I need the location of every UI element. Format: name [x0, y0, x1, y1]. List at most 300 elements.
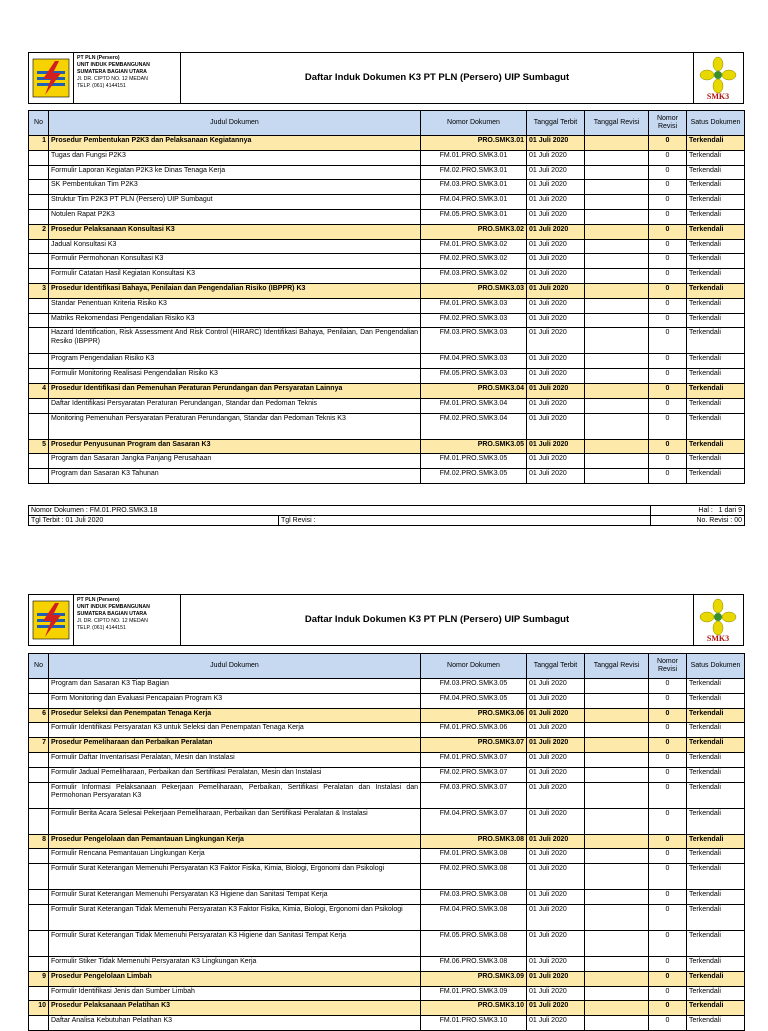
cell-nomor-revisi: 0 [649, 313, 687, 328]
cell-no [29, 254, 49, 269]
cell-tanggal-terbit: 01 Juli 2020 [527, 413, 585, 439]
cell-judul: Notulen Rapat P2K3 [49, 209, 421, 224]
cell-judul: Formulir Permohonan Konsultasi K3 [49, 254, 421, 269]
company-line: Jl. DR. CIPTO NO. 12 MEDAN [77, 76, 148, 82]
table-row [29, 723, 745, 738]
cell-judul: Prosedur Identifikasi Bahaya, Penilaian dan Pengendalian Risiko (IBPPR) K3 [49, 283, 421, 298]
cell-nomor-revisi: 0 [649, 239, 687, 254]
cell-tanggal-revisi [585, 269, 649, 284]
cell-tanggal-revisi [585, 298, 649, 313]
table-section-row [29, 383, 745, 398]
cell-tanggal-revisi [585, 956, 649, 971]
cell-judul: Prosedur Penyusunan Program dan Sasaran K3 [49, 439, 421, 454]
cell-judul: Matriks Rekomendasi Pengendalian Risiko K3 [49, 313, 421, 328]
cell-status: Terkendali [687, 383, 745, 398]
cell-status: Terkendali [687, 209, 745, 224]
cell-nomor: PRO.SMK3.08 [421, 834, 527, 849]
cell-status: Terkendali [687, 723, 745, 738]
cell-tanggal-terbit: 01 Juli 2020 [527, 180, 585, 195]
cell-judul: Prosedur Pemeliharaan dan Perbaikan Peralatan [49, 738, 421, 753]
cell-no [29, 693, 49, 708]
cell-status: Terkendali [687, 224, 745, 239]
cell-judul: Prosedur Pengelolaan Limbah [49, 971, 421, 986]
footer-no-revisi: No. Revisi : 00 [651, 516, 745, 526]
table-row [29, 180, 745, 195]
page-header [28, 594, 744, 646]
table-row [29, 1016, 745, 1031]
cell-nomor: FM.03.PRO.SMK3.02 [421, 269, 527, 284]
cell-tanggal-revisi [585, 398, 649, 413]
company-line: TELP. (061) 4144151 [77, 625, 126, 631]
cell-judul: Formulir Surat Keterangan Memenuhi Persyaratan K3 Higiene dan Sanitasi Tempat Kerja [49, 890, 421, 905]
cell-tanggal-terbit: 01 Juli 2020 [527, 439, 585, 454]
cell-tanggal-terbit: 01 Juli 2020 [527, 864, 585, 890]
cell-nomor: FM.02.PRO.SMK3.08 [421, 864, 527, 890]
table-row [29, 269, 745, 284]
company-info [73, 595, 181, 645]
table-row [29, 150, 745, 165]
table-row [29, 930, 745, 956]
cell-status: Terkendali [687, 180, 745, 195]
cell-nomor-revisi: 0 [649, 849, 687, 864]
cell-nomor: FM.05.PRO.SMK3.01 [421, 209, 527, 224]
cell-status: Terkendali [687, 1001, 745, 1016]
cell-judul: Prosedur Pembentukan P2K3 dan Pelaksanaan Kegiatannya [49, 136, 421, 151]
cell-nomor-revisi: 0 [649, 195, 687, 210]
cell-nomor: PRO.SMK3.04 [421, 383, 527, 398]
cell-nomor: PRO.SMK3.02 [421, 224, 527, 239]
cell-tanggal-revisi [585, 383, 649, 398]
cell-nomor: FM.03.PRO.SMK3.05 [421, 679, 527, 694]
cell-tanggal-revisi [585, 469, 649, 484]
cell-judul: Formulir Jadual Pemeliharaan, Perbaikan dan Sertifikasi Peralatan, Mesin dan Instalasi [49, 767, 421, 782]
document-page-2 [28, 594, 744, 1024]
cell-nomor-revisi: 0 [649, 767, 687, 782]
cell-judul: Prosedur Pelaksanaan Pelatihan K3 [49, 1001, 421, 1016]
cell-tanggal-terbit: 01 Juli 2020 [527, 136, 585, 151]
cell-nomor: FM.05.PRO.SMK3.08 [421, 930, 527, 956]
cell-status: Terkendali [687, 708, 745, 723]
cell-tanggal-terbit: 01 Juli 2020 [527, 283, 585, 298]
footer-tgl-revisi: Tgl Revisi : [279, 516, 651, 526]
cell-nomor-revisi: 0 [649, 1001, 687, 1016]
table-row [29, 469, 745, 484]
cell-nomor-revisi: 0 [649, 298, 687, 313]
cell-nomor: FM.04.PRO.SMK3.01 [421, 195, 527, 210]
cell-nomor: FM.04.PRO.SMK3.07 [421, 808, 527, 834]
cell-judul: SK Pembentukan Tim P2K3 [49, 180, 421, 195]
cell-tanggal-terbit: 01 Juli 2020 [527, 986, 585, 1001]
cell-judul: Program dan Sasaran K3 Tiap Bagian [49, 679, 421, 694]
cell-nomor-revisi: 0 [649, 971, 687, 986]
cell-no [29, 239, 49, 254]
cell-status: Terkendali [687, 136, 745, 151]
cell-judul: Formulir Catatan Hasil Kegiatan Konsultasi K3 [49, 269, 421, 284]
cell-tanggal-revisi [585, 195, 649, 210]
cell-nomor-revisi: 0 [649, 283, 687, 298]
cell-tanggal-terbit: 01 Juli 2020 [527, 369, 585, 384]
cell-nomor: FM.01.PRO.SMK3.07 [421, 752, 527, 767]
table-row [29, 239, 745, 254]
cell-judul: Formulir Identifikasi Jenis dan Sumber Limbah [49, 986, 421, 1001]
cell-judul: Formulir Daftar Inventarisasi Peralatan, Mesin dan Instalasi [49, 752, 421, 767]
table-row [29, 849, 745, 864]
col-header-no: No [29, 111, 49, 136]
cell-tanggal-terbit: 01 Juli 2020 [527, 890, 585, 905]
cell-no: 10 [29, 1001, 49, 1016]
company-line: SUMATERA BAGIAN UTARA [77, 611, 147, 617]
cell-nomor-revisi: 0 [649, 782, 687, 808]
col-header-tanggal-terbit: Tanggal Terbit [527, 654, 585, 679]
document-table [28, 653, 745, 1031]
col-header-tanggal-revisi: Tanggal Revisi [585, 111, 649, 136]
cell-tanggal-revisi [585, 986, 649, 1001]
table-row [29, 413, 745, 439]
col-header-status: Satus Dokumen [687, 654, 745, 679]
cell-nomor: FM.06.PRO.SMK3.08 [421, 956, 527, 971]
cell-tanggal-revisi [585, 454, 649, 469]
cell-tanggal-revisi [585, 224, 649, 239]
cell-no [29, 956, 49, 971]
cell-tanggal-revisi [585, 930, 649, 956]
cell-tanggal-terbit: 01 Juli 2020 [527, 849, 585, 864]
cell-no [29, 752, 49, 767]
cell-tanggal-revisi [585, 150, 649, 165]
cell-status: Terkendali [687, 239, 745, 254]
cell-no [29, 864, 49, 890]
cell-nomor-revisi: 0 [649, 723, 687, 738]
cell-nomor-revisi: 0 [649, 328, 687, 354]
cell-tanggal-terbit: 01 Juli 2020 [527, 354, 585, 369]
cell-nomor: FM.01.PRO.SMK3.01 [421, 150, 527, 165]
cell-no: 5 [29, 439, 49, 454]
cell-judul: Daftar Identifikasi Persyaratan Peraturan Perundangan, Standar dan Pedoman Teknis [49, 398, 421, 413]
table-row [29, 864, 745, 890]
cell-no [29, 369, 49, 384]
page-footer [28, 505, 745, 526]
cell-no: 6 [29, 708, 49, 723]
cell-tanggal-revisi [585, 849, 649, 864]
cell-tanggal-terbit: 01 Juli 2020 [527, 679, 585, 694]
cell-no [29, 808, 49, 834]
cell-tanggal-revisi [585, 708, 649, 723]
cell-no [29, 180, 49, 195]
cell-nomor: PRO.SMK3.03 [421, 283, 527, 298]
cell-judul: Prosedur Pengelolaan dan Pemantauan Lingkungan Kerja [49, 834, 421, 849]
cell-tanggal-terbit: 01 Juli 2020 [527, 269, 585, 284]
cell-status: Terkendali [687, 254, 745, 269]
cell-tanggal-terbit: 01 Juli 2020 [527, 1001, 585, 1016]
cell-judul: Formulir Laporan Kegiatan P2K3 ke Dinas Tenaga Kerja [49, 165, 421, 180]
cell-no [29, 313, 49, 328]
cell-nomor-revisi: 0 [649, 369, 687, 384]
cell-no: 9 [29, 971, 49, 986]
table-row [29, 890, 745, 905]
cell-tanggal-revisi [585, 834, 649, 849]
cell-tanggal-revisi [585, 254, 649, 269]
table-section-row [29, 1001, 745, 1016]
cell-tanggal-terbit: 01 Juli 2020 [527, 224, 585, 239]
cell-tanggal-revisi [585, 136, 649, 151]
cell-tanggal-revisi [585, 209, 649, 224]
company-line: UNIT INDUK PEMBANGUNAN [77, 604, 150, 610]
cell-status: Terkendali [687, 398, 745, 413]
cell-judul: Prosedur Identifikasi dan Pemenuhan Peraturan Perundangan dan Persyaratan Lainnya [49, 383, 421, 398]
cell-tanggal-terbit: 01 Juli 2020 [527, 767, 585, 782]
cell-no [29, 986, 49, 1001]
cell-nomor: FM.03.PRO.SMK3.01 [421, 180, 527, 195]
cell-tanggal-terbit: 01 Juli 2020 [527, 738, 585, 753]
cell-no [29, 782, 49, 808]
cell-judul: Struktur Tim P2K3 PT PLN (Persero) UIP Sumbagut [49, 195, 421, 210]
cell-judul: Formulir Rencana Pemantauan Lingkungan Kerja [49, 849, 421, 864]
cell-judul: Formulir Surat Keterangan Tidak Memenuhi Persyaratan K3 Higiene dan Sanitasi Tempat Kerja [49, 930, 421, 956]
cell-status: Terkendali [687, 150, 745, 165]
document-table [28, 110, 745, 484]
cell-tanggal-terbit: 01 Juli 2020 [527, 904, 585, 930]
cell-tanggal-revisi [585, 752, 649, 767]
footer-tgl-terbit: Tgl Terbit : 01 Juli 2020 [29, 516, 279, 526]
pln-logo-icon [31, 55, 71, 101]
cell-status: Terkendali [687, 849, 745, 864]
smk3-logo-icon [695, 55, 741, 101]
cell-nomor: FM.01.PRO.SMK3.08 [421, 849, 527, 864]
cell-no [29, 195, 49, 210]
cell-nomor-revisi: 0 [649, 413, 687, 439]
cell-tanggal-terbit: 01 Juli 2020 [527, 469, 585, 484]
table-row [29, 328, 745, 354]
cell-no [29, 679, 49, 694]
cell-status: Terkendali [687, 354, 745, 369]
cell-nomor-revisi: 0 [649, 136, 687, 151]
cell-tanggal-terbit: 01 Juli 2020 [527, 708, 585, 723]
cell-status: Terkendali [687, 283, 745, 298]
table-row [29, 313, 745, 328]
cell-tanggal-revisi [585, 890, 649, 905]
table-section-row [29, 283, 745, 298]
cell-tanggal-terbit: 01 Juli 2020 [527, 165, 585, 180]
cell-status: Terkendali [687, 328, 745, 354]
cell-tanggal-terbit: 01 Juli 2020 [527, 195, 585, 210]
cell-tanggal-revisi [585, 165, 649, 180]
company-line: SUMATERA BAGIAN UTARA [77, 69, 147, 75]
company-line: TELP. (061) 4144151 [77, 83, 126, 89]
cell-no [29, 398, 49, 413]
footer-hal-value: 1 dari 9 [718, 507, 742, 514]
cell-nomor: FM.01.PRO.SMK3.05 [421, 454, 527, 469]
cell-no [29, 413, 49, 439]
cell-nomor-revisi: 0 [649, 1016, 687, 1031]
cell-status: Terkendali [687, 738, 745, 753]
cell-nomor: PRO.SMK3.05 [421, 439, 527, 454]
cell-nomor: FM.01.PRO.SMK3.04 [421, 398, 527, 413]
table-row [29, 986, 745, 1001]
cell-tanggal-revisi [585, 971, 649, 986]
document-title: Daftar Induk Dokumen K3 PT PLN (Persero) UIP Sumbagut [181, 595, 694, 645]
cell-judul: Program Pengendalian Risiko K3 [49, 354, 421, 369]
cell-nomor: FM.02.PRO.SMK3.04 [421, 413, 527, 439]
table-row [29, 454, 745, 469]
table-row [29, 195, 745, 210]
col-header-tanggal-terbit: Tanggal Terbit [527, 111, 585, 136]
cell-nomor-revisi: 0 [649, 693, 687, 708]
cell-no [29, 354, 49, 369]
cell-nomor: FM.02.PRO.SMK3.03 [421, 313, 527, 328]
cell-no [29, 165, 49, 180]
table-row [29, 904, 745, 930]
cell-nomor: FM.02.PRO.SMK3.07 [421, 767, 527, 782]
cell-no [29, 298, 49, 313]
table-section-row [29, 224, 745, 239]
cell-status: Terkendali [687, 986, 745, 1001]
cell-tanggal-revisi [585, 738, 649, 753]
col-header-status: Satus Dokumen [687, 111, 745, 136]
cell-nomor-revisi: 0 [649, 834, 687, 849]
cell-tanggal-revisi [585, 723, 649, 738]
page-header [28, 52, 744, 104]
company-line: PT PLN (Persero) [77, 597, 120, 603]
company-info [73, 53, 181, 103]
cell-status: Terkendali [687, 298, 745, 313]
col-header-judul: Judul Dokumen [49, 111, 421, 136]
table-row [29, 209, 745, 224]
cell-status: Terkendali [687, 369, 745, 384]
cell-nomor-revisi: 0 [649, 679, 687, 694]
table-row [29, 398, 745, 413]
cell-no: 3 [29, 283, 49, 298]
cell-tanggal-revisi [585, 767, 649, 782]
cell-judul: Formulir Monitoring Realisasi Pengendalian Risiko K3 [49, 369, 421, 384]
cell-tanggal-revisi [585, 283, 649, 298]
cell-judul: Formulir Identifikasi Persyaratan K3 untuk Seleksi dan Penempatan Tenaga Kerja [49, 723, 421, 738]
cell-tanggal-revisi [585, 180, 649, 195]
cell-status: Terkendali [687, 864, 745, 890]
cell-tanggal-terbit: 01 Juli 2020 [527, 298, 585, 313]
footer-hal [651, 506, 745, 516]
table-section-row [29, 708, 745, 723]
smk3-logo-text: SMK3 [706, 92, 730, 101]
cell-no [29, 904, 49, 930]
cell-nomor: FM.01.PRO.SMK3.10 [421, 1016, 527, 1031]
cell-status: Terkendali [687, 693, 745, 708]
cell-tanggal-terbit: 01 Juli 2020 [527, 254, 585, 269]
cell-no: 2 [29, 224, 49, 239]
cell-judul: Standar Penentuan Kriteria Risiko K3 [49, 298, 421, 313]
cell-tanggal-terbit: 01 Juli 2020 [527, 834, 585, 849]
cell-status: Terkendali [687, 767, 745, 782]
cell-nomor: FM.03.PRO.SMK3.03 [421, 328, 527, 354]
company-line: Jl. DR. CIPTO NO. 12 MEDAN [77, 618, 148, 624]
cell-status: Terkendali [687, 439, 745, 454]
table-row [29, 782, 745, 808]
col-header-judul: Judul Dokumen [49, 654, 421, 679]
cell-no: 4 [29, 383, 49, 398]
cell-tanggal-revisi [585, 328, 649, 354]
cell-nomor: PRO.SMK3.09 [421, 971, 527, 986]
cell-tanggal-terbit: 01 Juli 2020 [527, 328, 585, 354]
table-section-row [29, 439, 745, 454]
cell-tanggal-terbit: 01 Juli 2020 [527, 808, 585, 834]
cell-tanggal-revisi [585, 808, 649, 834]
col-header-nomor: Nomor Dokumen [421, 111, 527, 136]
cell-no [29, 209, 49, 224]
cell-no [29, 849, 49, 864]
cell-nomor: FM.04.PRO.SMK3.08 [421, 904, 527, 930]
cell-nomor-revisi: 0 [649, 454, 687, 469]
cell-status: Terkendali [687, 752, 745, 767]
cell-judul: Formulir Surat Keterangan Tidak Memenuhi Persyaratan K3 Faktor Fisika, Kimia, Biologi, Ergonomi dan Psikologi [49, 904, 421, 930]
cell-tanggal-revisi [585, 782, 649, 808]
cell-status: Terkendali [687, 808, 745, 834]
cell-nomor: PRO.SMK3.07 [421, 738, 527, 753]
cell-nomor: PRO.SMK3.06 [421, 708, 527, 723]
cell-nomor-revisi: 0 [649, 180, 687, 195]
table-row [29, 679, 745, 694]
cell-no [29, 469, 49, 484]
cell-nomor-revisi: 0 [649, 752, 687, 767]
cell-status: Terkendali [687, 469, 745, 484]
cell-nomor-revisi: 0 [649, 864, 687, 890]
cell-tanggal-revisi [585, 864, 649, 890]
cell-no [29, 723, 49, 738]
cell-tanggal-revisi [585, 1001, 649, 1016]
cell-tanggal-terbit: 01 Juli 2020 [527, 454, 585, 469]
cell-nomor: PRO.SMK3.01 [421, 136, 527, 151]
company-line: UNIT INDUK PEMBANGUNAN [77, 62, 150, 68]
cell-nomor-revisi: 0 [649, 165, 687, 180]
cell-status: Terkendali [687, 782, 745, 808]
cell-nomor-revisi: 0 [649, 738, 687, 753]
cell-tanggal-terbit: 01 Juli 2020 [527, 956, 585, 971]
cell-no: 7 [29, 738, 49, 753]
cell-nomor: FM.02.PRO.SMK3.02 [421, 254, 527, 269]
cell-tanggal-terbit: 01 Juli 2020 [527, 723, 585, 738]
cell-tanggal-revisi [585, 313, 649, 328]
cell-tanggal-terbit: 01 Juli 2020 [527, 752, 585, 767]
company-line: PT PLN (Persero) [77, 55, 120, 61]
cell-tanggal-revisi [585, 904, 649, 930]
cell-no [29, 269, 49, 284]
cell-tanggal-revisi [585, 679, 649, 694]
table-section-row [29, 834, 745, 849]
cell-status: Terkendali [687, 165, 745, 180]
cell-nomor-revisi: 0 [649, 354, 687, 369]
cell-nomor: PRO.SMK3.10 [421, 1001, 527, 1016]
cell-status: Terkendali [687, 454, 745, 469]
cell-nomor-revisi: 0 [649, 439, 687, 454]
smk3-logo-text: SMK3 [706, 634, 730, 643]
cell-tanggal-terbit: 01 Juli 2020 [527, 782, 585, 808]
cell-status: Terkendali [687, 834, 745, 849]
table-row [29, 767, 745, 782]
cell-status: Terkendali [687, 1016, 745, 1031]
cell-no [29, 890, 49, 905]
cell-tanggal-revisi [585, 1016, 649, 1031]
col-header-tanggal-revisi: Tanggal Revisi [585, 654, 649, 679]
cell-status: Terkendali [687, 413, 745, 439]
cell-nomor: FM.01.PRO.SMK3.03 [421, 298, 527, 313]
table-row [29, 808, 745, 834]
cell-nomor-revisi: 0 [649, 956, 687, 971]
cell-no: 8 [29, 834, 49, 849]
cell-no [29, 1016, 49, 1031]
cell-nomor: FM.05.PRO.SMK3.03 [421, 369, 527, 384]
cell-status: Terkendali [687, 930, 745, 956]
cell-nomor-revisi: 0 [649, 383, 687, 398]
cell-nomor: FM.02.PRO.SMK3.05 [421, 469, 527, 484]
table-section-row [29, 136, 745, 151]
cell-nomor: FM.01.PRO.SMK3.09 [421, 986, 527, 1001]
